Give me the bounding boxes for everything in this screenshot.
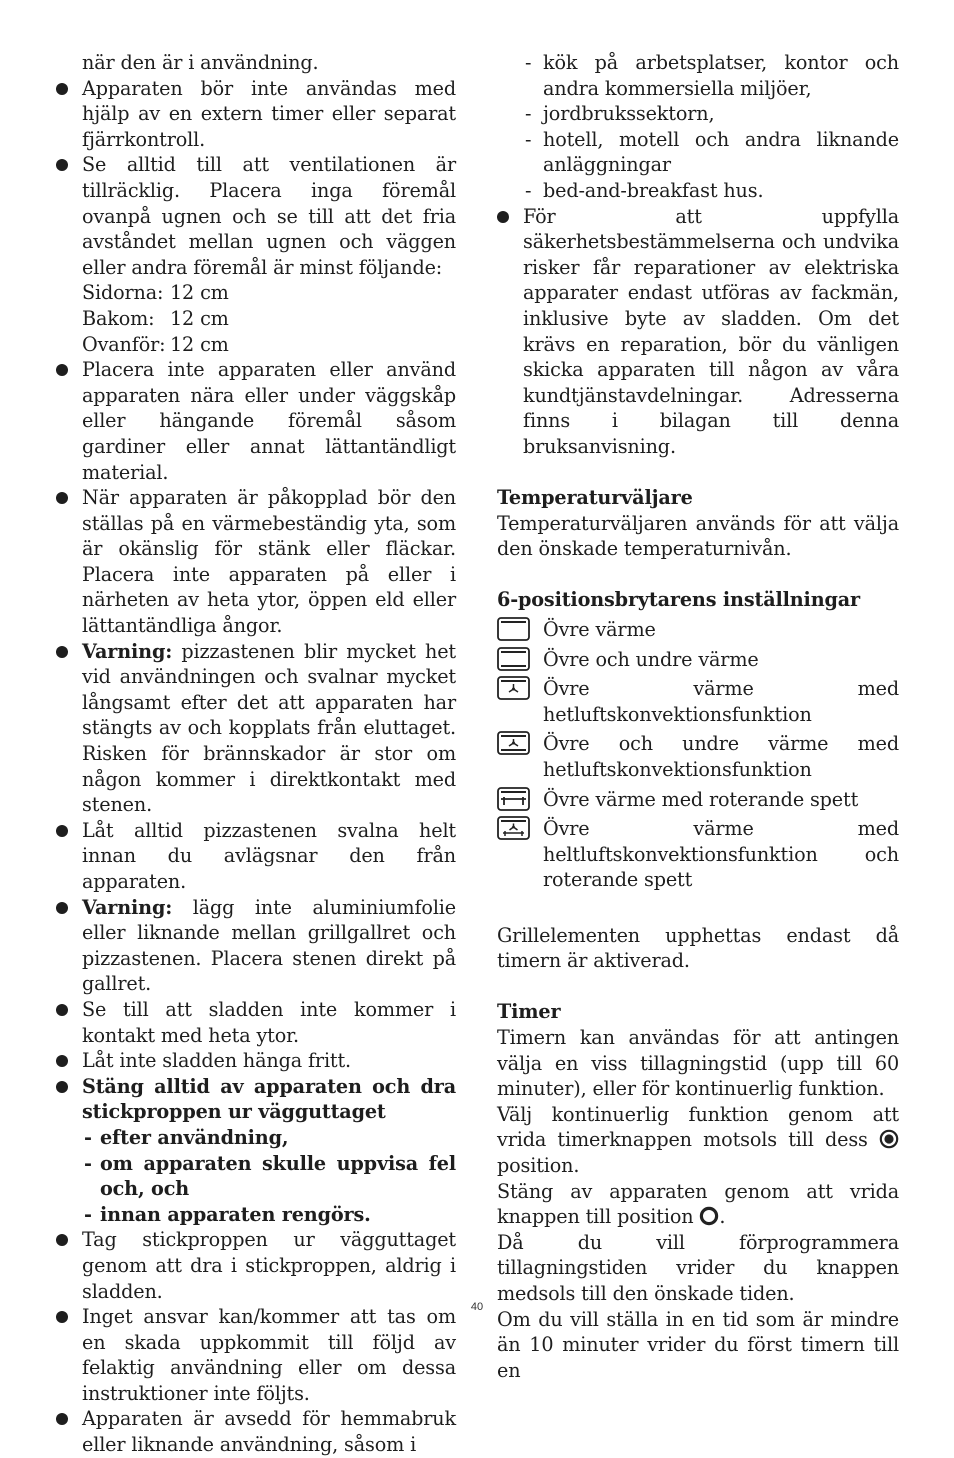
bullet-cord-hot: Se till att sladden inte kommer i kontakt med heta ytor. bbox=[56, 997, 456, 1048]
heading-temperature: Temperaturväljare bbox=[497, 486, 693, 510]
para-timer-continuous: Välj kontinuerlig funktion genom att vrida timerknappen motsols till dess position. bbox=[497, 1102, 899, 1177]
left-column bbox=[56, 50, 456, 1458]
mode-item: Övre värme bbox=[497, 617, 899, 643]
top-heat-rotisserie-icon bbox=[497, 787, 530, 811]
bullet-household-use: Apparaten är avsedd för hemmabruk eller liknande användning, såsom i bbox=[56, 1406, 456, 1457]
heading-six-position: 6-positionsbrytarens inställningar bbox=[497, 588, 861, 612]
bullet-liability: Inget ansvar kan/kommer att tas om en skada uppkommit till följd av felaktig användning eller om dessa instruktioner inte följts. bbox=[56, 1304, 456, 1406]
para-temperature: Temperaturväljaren används för att välja den önskade temperaturnivån. bbox=[497, 511, 899, 561]
continued-text: när den är i användning. bbox=[82, 51, 319, 74]
right-column bbox=[497, 50, 899, 1383]
top-heat-icon bbox=[497, 617, 530, 641]
page-number: 40 bbox=[470, 1301, 484, 1313]
para-grill: Grillelementen upphettas endast då timern är aktiverad. bbox=[497, 923, 899, 973]
bullet-placement: Placera inte apparaten eller använd apparaten nära eller under väggskåp eller hängande föremål såsom gardiner eller annat lättantändligt material. bbox=[56, 357, 456, 485]
mode-item: Övre och undre värme med hetluftskonvektionsfunktion bbox=[497, 731, 899, 782]
bullet-cool-stone: Låt alltid pizzastenen svalna helt innan du avlägsnar den från apparaten. bbox=[56, 818, 456, 895]
dash-before-cleaning: - innan apparaten rengörs. bbox=[84, 1202, 371, 1226]
bullet-repairs: För att uppfylla säkerhetsbestämmelserna och undvika risker får reparationer av elektriska apparater endast utföras av fackmän, inklusive byte av sladden. Om det krävs en reparation, bör du vänligen skicka apparaten till någon av våra kundtjänstavdelningar. Adresserna finns i bilagan till denna bruksanvisning. bbox=[497, 204, 899, 460]
para-timer-off: Stäng av apparaten genom att vrida knappen till position . bbox=[497, 1179, 899, 1229]
dash-workplace-kitchens: - kök på arbetsplatser, kontor och andra kommersiella miljöer, bbox=[525, 51, 899, 100]
off-position-icon bbox=[699, 1206, 719, 1226]
mode-item: Övre och undre värme bbox=[497, 647, 899, 673]
mode-item: Övre värme med hetluftskonvektionsfunktion bbox=[497, 676, 899, 727]
mode-item: Övre värme med heltluftskonvektionsfunktion och roterande spett bbox=[497, 816, 899, 893]
para-timer-intro: Timern kan användas för att antingen välja en viss tillagningstid (upp till 60 minuter), eller för kontinuerlig funktion. bbox=[497, 1025, 899, 1101]
top-bottom-heat-icon bbox=[497, 647, 530, 671]
spec-above: Ovanför: 12 cm bbox=[82, 332, 229, 356]
heading-timer: Timer bbox=[497, 1000, 561, 1024]
para-timer-preset: Då du vill förprogrammera tillagningstiden vrider du knappen medsols till den önskade tiden. bbox=[497, 1230, 899, 1305]
bullet-pizza-stone-warning: Varning: pizzastenen blir mycket het vid användningen och svalnar mycket långsamt efter det att apparaten har stängts av och kopplats från eluttaget. Risken för brännskador är stor om någon kommer i direktkontakt med stenen. bbox=[56, 639, 456, 818]
bullet-ventilation: Se alltid till att ventilationen är tillräcklig. Placera inga föremål ovanpå ugnen och se till att det fria avståndet mellan ugnen och väggen eller andra föremål är minst följande: bbox=[56, 152, 456, 280]
mode-item: Övre värme med roterande spett bbox=[497, 787, 899, 813]
bullet-pull-plug: Tag stickproppen ur vägguttaget genom att dra i stickproppen, aldrig i sladden. bbox=[56, 1227, 456, 1304]
continuous-position-icon bbox=[879, 1129, 899, 1149]
bullet-foil-warning: Varning: lägg inte aluminiumfolie eller liknande mellan grillgallret och pizzastenen. Placera stenen direkt på gallret. bbox=[56, 895, 456, 997]
dash-after-use: - efter användning, bbox=[84, 1125, 289, 1149]
bullet-cord-hang: Låt inte sladden hänga fritt. bbox=[56, 1048, 456, 1074]
top-heat-fan-icon bbox=[497, 676, 530, 700]
spec-sides: Sidorna: 12 cm bbox=[82, 281, 229, 305]
dash-bed-breakfast: - bed-and-breakfast hus. bbox=[525, 178, 764, 202]
dash-agriculture: - jordbrukssektorn, bbox=[525, 102, 715, 126]
para-timer-short: Om du vill ställa in en tid som är mindre än 10 minuter vrider du först timern till en bbox=[497, 1307, 899, 1382]
top-bottom-heat-fan-icon bbox=[497, 731, 530, 755]
dash-hotels: - hotell, motell och andra liknande anläggningar bbox=[525, 127, 899, 177]
top-heat-fan-rotisserie-icon bbox=[497, 816, 530, 840]
bullet-surface: När apparaten är påkopplad bör den ställas på en värmebeständig yta, som är okänslig för stänk eller fläckar. Placera inte apparaten på eller i närheten av heta ytor, öppen eld eller lättantändliga ångor. bbox=[56, 485, 456, 639]
dash-malfunction: - om apparaten skulle uppvisa fel och, och bbox=[84, 1151, 456, 1201]
mode-list bbox=[497, 617, 899, 893]
spec-back: Bakom: 12 cm bbox=[82, 306, 229, 330]
clearance-specs bbox=[56, 280, 456, 357]
bullet-unplug: Stäng alltid av apparaten och dra stickproppen ur vägguttaget bbox=[56, 1074, 456, 1125]
bullet-timer-warning: Apparaten bör inte användas med hjälp av en extern timer eller separat fjärrkontroll. bbox=[56, 76, 456, 153]
